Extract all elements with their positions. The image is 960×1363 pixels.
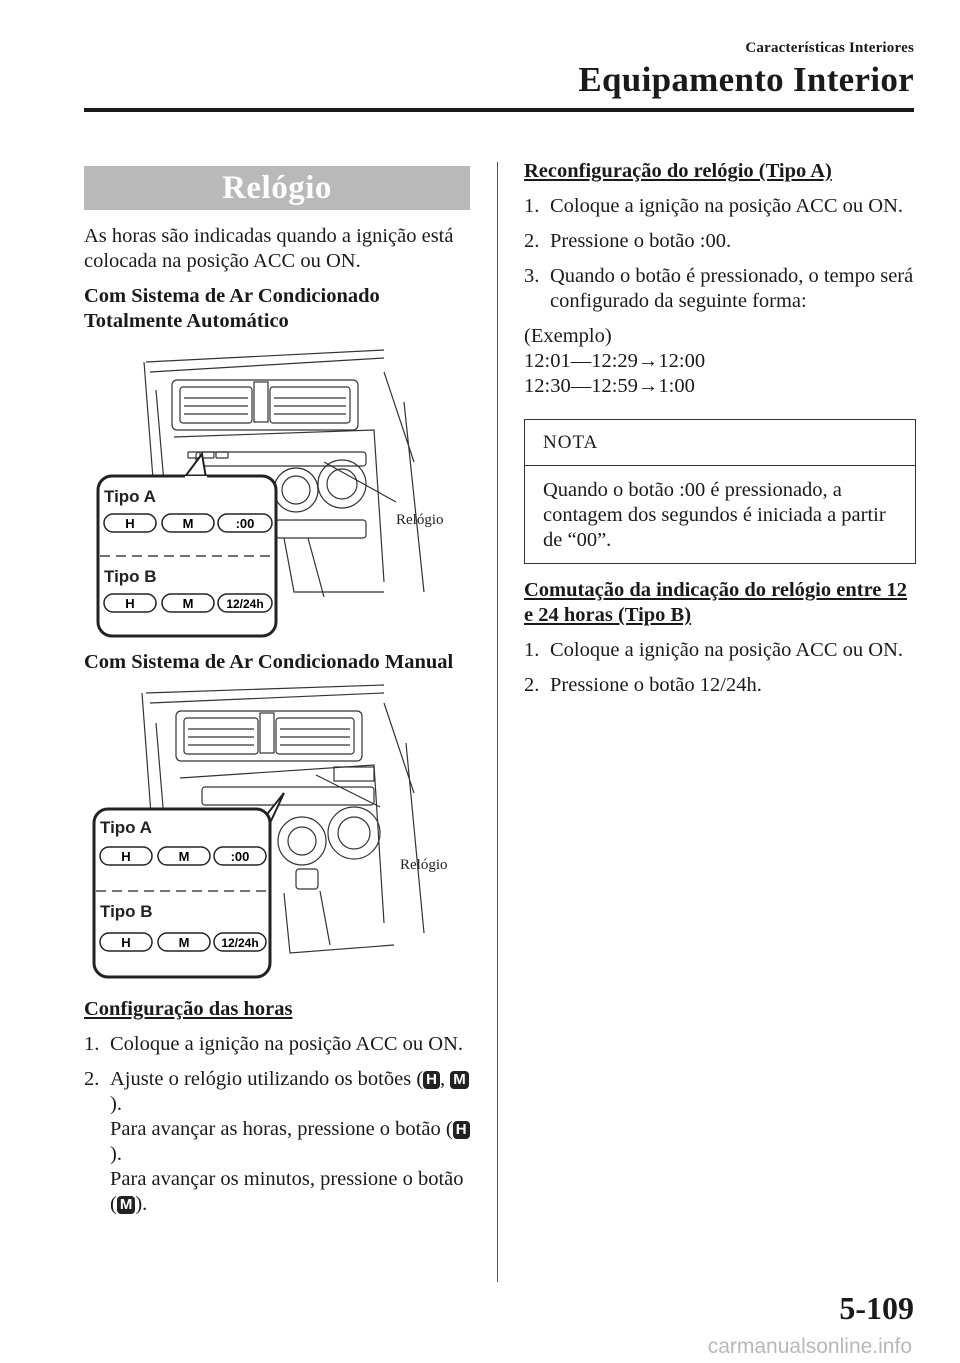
m-button-icon: M: [450, 1071, 469, 1089]
fig1-h-button-b: H: [125, 596, 135, 611]
column-divider: [497, 162, 498, 1282]
fig2-h-button-b: H: [121, 935, 131, 950]
config-heading: Configuração das horas: [84, 998, 293, 1020]
fig2-h-button: H: [121, 849, 131, 864]
config-step-1: [84, 1032, 470, 1057]
reset-step-1: [524, 194, 916, 219]
figure-manual-ac: [84, 683, 470, 983]
switch-step-1-text: Coloque a ignição na posição ACC ou ON.: [550, 639, 904, 661]
config-step-2: [84, 1067, 470, 1217]
switch-step-1: [524, 638, 916, 663]
h-button-icon-2: H: [453, 1121, 470, 1139]
reset-step-2: [524, 229, 916, 254]
heading-auto-ac: Com Sistema de Ar Condicionado Totalmente Automático: [84, 285, 380, 332]
left-column: [84, 166, 470, 1217]
fig2-callout: Relógio: [400, 857, 448, 873]
note-body: Quando o botão :00 é pressionado, a contagem dos segundos é iniciada a partir de “00”.: [543, 479, 886, 551]
fig1-00-button: :00: [235, 516, 255, 531]
fig1-m-button: M: [182, 516, 194, 531]
config-step-2-minutes: Para avançar os minutos, pressione o botão (: [110, 1168, 464, 1215]
config-step-2-sep: ,: [440, 1068, 451, 1090]
watermark: carmanualsonline.info: [707, 1335, 912, 1358]
fig1-m-button-b: M: [182, 596, 194, 611]
reset-step-3-num: 3.: [524, 265, 540, 287]
fig2-00-button: :00: [230, 849, 250, 864]
fig1-h-button: H: [125, 516, 135, 531]
config-step-2-hours-close: ).: [110, 1143, 122, 1165]
note-box: [524, 419, 916, 564]
fig1-tipo-b-label: Tipo B: [104, 567, 157, 586]
fig1-tipo-a-buttons: [104, 514, 272, 532]
reset-heading: Reconfiguração do relógio (Tipo A): [524, 160, 832, 182]
switch-step-2-text: Pressione o botão 12/24h.: [550, 674, 762, 696]
fig1-callout: Relógio: [396, 512, 444, 528]
switch-step-1-num: 1.: [524, 639, 540, 661]
config-step-2-hours: Para avançar as horas, pressione o botão (: [110, 1118, 453, 1140]
section-title: Características Interiores: [745, 40, 914, 56]
config-step-1-num: 1.: [84, 1033, 100, 1055]
example-line-2: 12:30—12:59→1:00: [524, 375, 695, 397]
config-step-2-part: Ajuste o relógio utilizando os botões (: [110, 1068, 424, 1090]
m-button-icon-2: M: [117, 1196, 136, 1214]
fig2-m-button-b: M: [178, 935, 190, 950]
config-step-2-close: ).: [110, 1093, 122, 1115]
example-label: (Exemplo): [524, 325, 612, 347]
reset-step-3-text: Quando o botão é pressionado, o tempo será configurado da seguinte forma:: [550, 265, 914, 312]
reset-step-2-num: 2.: [524, 230, 540, 252]
fig2-tipo-b-label: Tipo B: [100, 902, 153, 921]
switch-step-2-num: 2.: [524, 674, 540, 696]
reset-step-2-text: Pressione o botão :00.: [550, 230, 732, 252]
fig2-m-button: M: [178, 849, 190, 864]
reset-step-3: [524, 264, 916, 314]
reset-step-1-num: 1.: [524, 195, 540, 217]
fig2-tipo-b-buttons: [100, 933, 266, 951]
h-button-icon: H: [423, 1071, 440, 1089]
switch-step-2: [524, 673, 916, 698]
intro-text: As horas são indicadas quando a ignição está colocada na posição ACC ou ON.: [84, 225, 454, 272]
right-column: [524, 159, 916, 698]
config-step-1-text: Coloque a ignição na posição ACC ou ON.: [110, 1033, 464, 1055]
example-line-1: 12:01—12:29→12:00: [524, 350, 706, 372]
reset-step-1-text: Coloque a ignição na posição ACC ou ON.: [550, 195, 904, 217]
config-step-2-text: [110, 1067, 470, 1217]
page-number: 5-109: [839, 1290, 914, 1326]
note-title: NOTA: [525, 420, 915, 466]
section-banner: Relógio: [84, 166, 470, 210]
figure-auto-ac: [84, 342, 470, 642]
fig2-tipo-a-buttons: [100, 847, 266, 865]
switch-heading: Comutação da indicação do relógio entre 12 e 24 horas (Tipo B): [524, 579, 908, 626]
config-step-2-num: 2.: [84, 1068, 100, 1090]
chapter-title: Equipamento Interior: [578, 60, 914, 99]
fig2-1224-button: 12/24h: [221, 936, 259, 950]
fig1-tipo-a-label: Tipo A: [104, 487, 156, 506]
heading-manual-ac: Com Sistema de Ar Condicionado Manual: [84, 651, 454, 673]
header-rule: [84, 108, 914, 112]
config-step-2-minutes-close: ).: [135, 1193, 148, 1215]
fig2-tipo-a-label: Tipo A: [100, 818, 152, 837]
fig1-1224-button: 12/24h: [226, 597, 264, 611]
fig1-tipo-b-buttons: [104, 594, 272, 612]
